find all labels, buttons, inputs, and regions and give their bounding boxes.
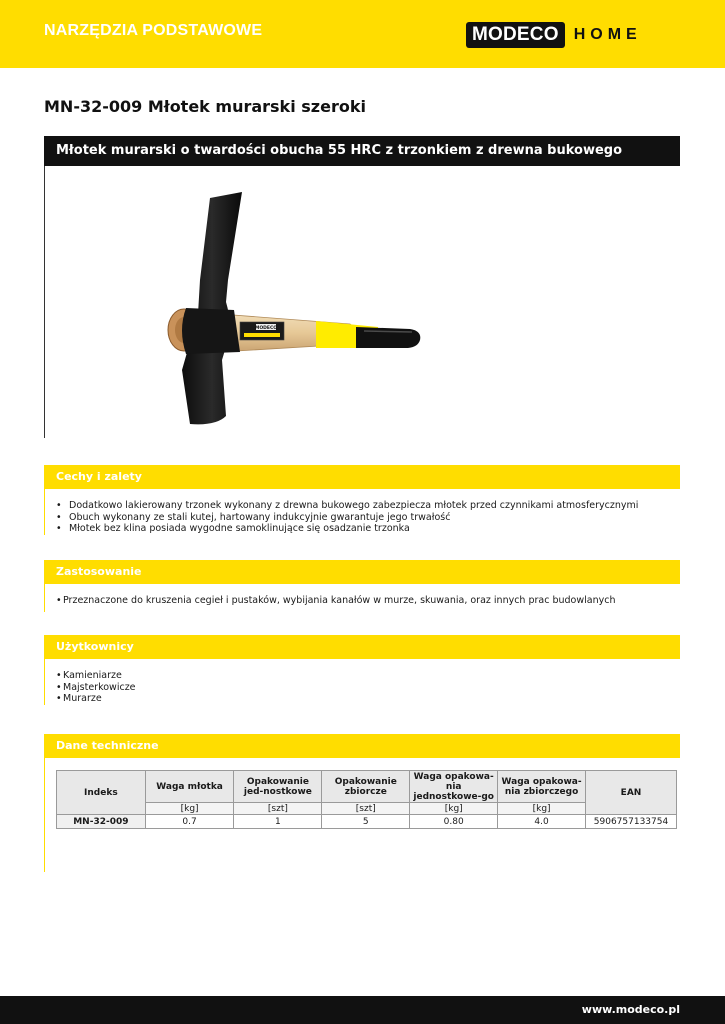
masonry-hammer-icon	[120, 190, 430, 430]
section-tech-heading: Dane techniczne	[56, 739, 159, 752]
features-list	[56, 500, 638, 535]
unit-unit-pack-weight: [kg]	[410, 803, 498, 815]
image-divider-line	[44, 166, 45, 438]
table-units-row	[57, 803, 677, 815]
usage-list	[56, 595, 615, 607]
col-header-weight: Waga młotka	[145, 771, 234, 803]
section-users-bar	[44, 635, 680, 659]
product-title: MN-32-009 Młotek murarski szeroki	[44, 97, 366, 116]
cell-index: MN-32-009	[57, 815, 146, 829]
hammer-label-text: MODECO	[254, 326, 278, 331]
unit-weight: [kg]	[145, 803, 234, 815]
list-item: • Młotek bez klina posiada wygodne samoklinujące się osadzanie trzonka	[56, 523, 410, 534]
product-subtitle-bar	[44, 136, 680, 166]
table-header-row	[57, 771, 677, 803]
modeco-home-logo	[466, 22, 642, 48]
col-header-bulk-pack: Opakowanie zbiorcze	[322, 771, 410, 803]
footer-band	[0, 996, 725, 1024]
header-band	[0, 0, 725, 68]
section-tech-line	[44, 758, 45, 872]
unit-bulk-pack-weight: [kg]	[498, 803, 586, 815]
product-subtitle: Młotek murarski o twardości obucha 55 HRC z trzonkiem z drewna bukowego	[56, 143, 623, 158]
section-users-heading: Użytkownicy	[56, 640, 134, 653]
unit-bulk-pack: [szt]	[322, 803, 410, 815]
category-title: NARZĘDZIA PODSTAWOWE	[44, 22, 263, 39]
cell-bulk-pack-weight: 4.0	[498, 815, 586, 829]
cell-ean: 5906757133754	[586, 815, 677, 829]
tech-data-table	[56, 770, 677, 829]
unit-unit-pack: [szt]	[234, 803, 322, 815]
section-usage-heading: Zastosowanie	[56, 565, 142, 578]
list-item: • Murarze	[56, 693, 102, 704]
section-tech-bar	[44, 734, 680, 758]
col-header-bulk-pack-weight: Waga opakowa-nia zbiorczego	[498, 771, 586, 803]
list-item: • Majsterkowicze	[56, 681, 136, 693]
table-row	[57, 815, 677, 829]
logo-brand: MODECO	[466, 22, 565, 48]
cell-unit-pack-weight: 0.80	[410, 815, 498, 829]
users-list	[56, 670, 136, 705]
website-link[interactable]: www.modeco.pl	[581, 1003, 680, 1016]
list-item: • Obuch wykonany ze stali kutej, hartowany indukcyjnie gwarantuje jego trwałość	[56, 511, 451, 523]
section-features-line	[44, 489, 45, 535]
cell-bulk-pack: 5	[322, 815, 410, 829]
col-header-index: Indeks	[57, 771, 146, 815]
col-header-unit-pack-weight: Waga opakowa-nia jednostkowe-go	[410, 771, 498, 803]
section-usage-line	[44, 584, 45, 612]
section-features-heading: Cechy i zalety	[56, 470, 142, 483]
section-users-line	[44, 659, 45, 705]
list-item: • Przeznaczone do kruszenia cegieł i pustaków, wybijania kanałów w murze, skuwania, oraz innych prac budowlanych	[56, 595, 616, 606]
section-usage-bar	[44, 560, 680, 584]
cell-unit-pack: 1	[234, 815, 322, 829]
cell-weight: 0.7	[145, 815, 234, 829]
logo-home: HOME	[573, 26, 642, 43]
col-header-unit-pack: Opakowanie jed-nostkowe	[234, 771, 322, 803]
list-item: • Dodatkowo lakierowany trzonek wykonany z drewna bukowego zabezpiecza młotek przed czynnikami atmosferycznymi	[56, 500, 639, 511]
section-features-bar	[44, 465, 680, 489]
col-header-ean: EAN	[586, 771, 677, 815]
list-item: • Kamieniarze	[56, 670, 122, 681]
